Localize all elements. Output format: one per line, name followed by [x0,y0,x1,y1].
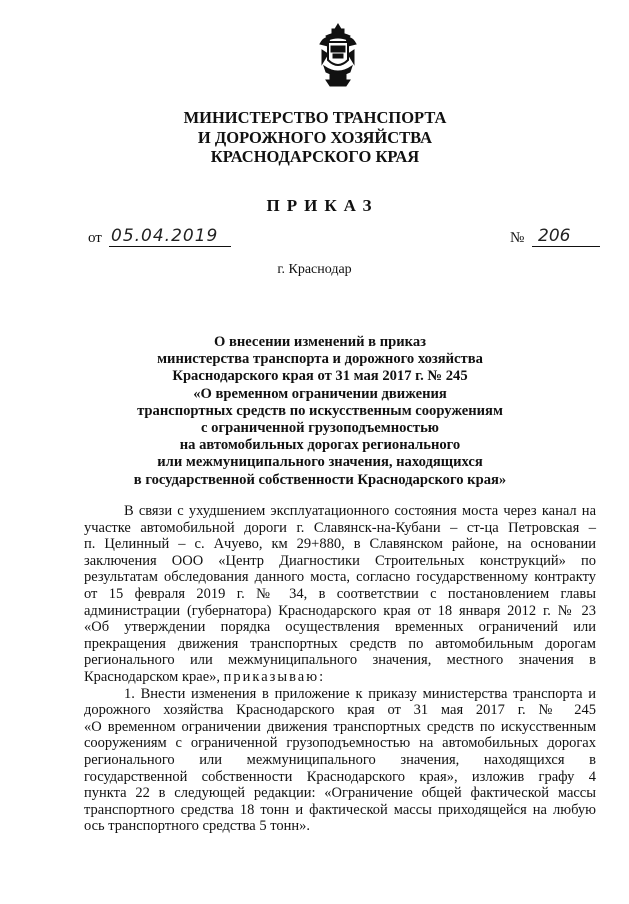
title-line: на автомобильных дорогах регионального [179,437,461,454]
order-title [100,334,540,489]
body-text: Краснодарском крае», [84,668,224,685]
organization-name [150,108,480,167]
body-line: дорожного хозяйства Краснодарского края от 31 мая 2017 г. № 245 [84,702,596,719]
body-line: сооружениям с ограниченной грузоподъемностью на автомобильных дорогах [84,735,596,752]
body-line: от 15 февраля 2019 г. № 34, в соответствии с постановлением главы [84,585,596,602]
body-line: регионального или межмуниципального значения, местного значения в [84,652,596,669]
org-line: И ДОРОЖНОГО ХОЗЯЙСТВА [197,127,433,147]
body-line-last [84,669,596,686]
number-prefix: № [510,230,525,246]
order-word: приказываю: [223,668,326,685]
title-line: министерства транспорта и дорожного хозяйства [157,351,483,368]
body-line: участке автомобильной дороги г. Славянск-на-Кубани – ст-ца Петровская – [84,519,596,536]
org-line: КРАСНОДАРСКОГО КРАЯ [210,147,420,166]
title-line: или межмуниципального значения, находящихся [157,454,483,471]
title-line: в государственной собственности Краснодарского края» [133,471,507,488]
body-line: пункта 22 в следующей редакции: «Ограничение общей фактической массы [84,785,596,802]
body-line: заключения ООО «Центр Диагностики Строительных конструкций» по [84,552,596,569]
document-type: ПРИКАЗ [266,196,379,215]
body-line: 1. Внести изменения в приложение к приказу министерства транспорта и [124,685,596,702]
body-line: п. Целинный – с. Ачуево, км 29+880, в Славянском районе, на основании [84,536,596,553]
body-line: «Об утверждении порядка осуществления временных ограничений или [84,619,596,636]
coat-of-arms-emblem [316,22,360,88]
date-value-handwritten: 05.04.2019 [109,226,231,247]
body-line: транспортного средства 18 тонн и фактической массы приходящейся на любую [84,801,596,818]
title-line: транспортных средств по искусственным сооружениям [137,402,503,419]
body-line: государственной собственности Краснодарского края», изложив графу 4 [84,768,596,785]
title-line: Краснодарского края от 31 мая 2017 г. № 245 [172,368,468,385]
body-line: прекращения движения транспортных средств по автомобильным дорогам [84,635,596,652]
body-line: «О временном ограничении движения транспортных средств по искусственным [84,718,596,735]
date-prefix: от [88,230,102,246]
title-line: с ограниченной грузоподъемностью [201,420,439,437]
number-value-handwritten: 206 [532,226,600,247]
org-line: МИНИСТЕРСТВО ТРАНСПОРТА [183,108,447,127]
city: г. Краснодар [277,262,352,277]
title-line: О внесении изменений в приказ [213,334,426,350]
document-body [84,503,596,835]
body-line: регионального или межмуниципального значения, находящихся в [84,751,596,768]
title-line: «О временном ограничении движения [193,385,447,402]
body-line: В связи с ухудшением эксплуатационного состояния моста через канал на [124,503,596,519]
body-line: результатам обследования данного моста, согласно государственному контракту [84,569,596,586]
body-line: ось транспортного средства 5 тонн». [84,818,311,835]
body-line: администрации (губернатора) Краснодарского края от 18 января 2012 г. № 23 [84,602,596,619]
